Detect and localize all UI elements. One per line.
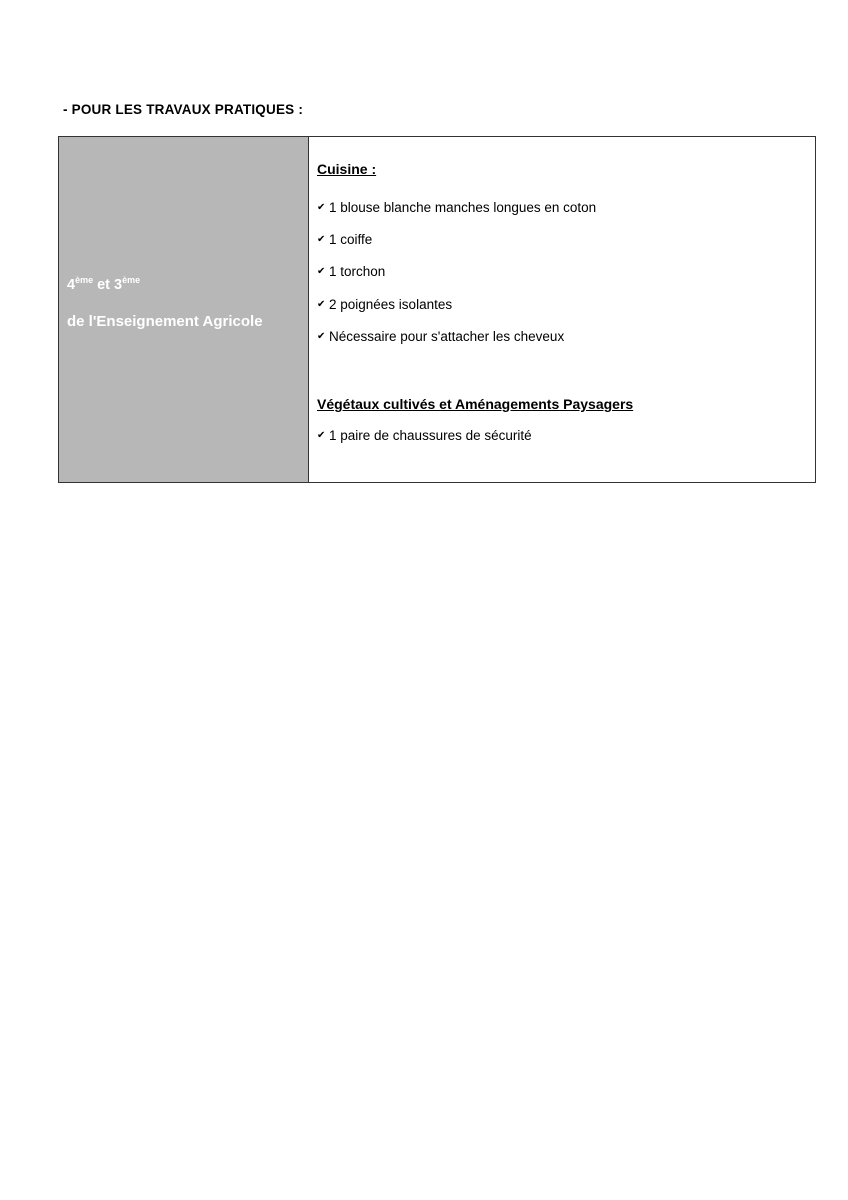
level-num-1: 4 [67, 277, 76, 293]
section-title-cuisine: Cuisine : [317, 161, 377, 177]
checkmark-icon: ✔ [317, 266, 326, 277]
list-item-text: 1 coiffe [329, 232, 373, 247]
level-label [67, 275, 140, 293]
list-item-text: 2 poignées isolantes [329, 297, 453, 312]
checkmark-icon: ✔ [317, 430, 326, 441]
list-item [317, 297, 452, 312]
supplies-table [58, 136, 816, 483]
checkmark-icon: ✔ [317, 331, 326, 342]
level-subtitle: de l'Enseignement Agricole [67, 313, 263, 330]
checkmark-icon: ✔ [317, 234, 326, 245]
list-item [317, 200, 596, 215]
level-sup-2: ème [122, 275, 141, 285]
list-item [317, 329, 564, 344]
checkmark-icon: ✔ [317, 299, 326, 310]
list-item-text: 1 paire de chaussures de sécurité [329, 428, 532, 443]
level-num-2: 3 [114, 277, 123, 293]
level-sup-1: ème [75, 275, 94, 285]
list-item-text: 1 torchon [329, 264, 386, 279]
list-item-text: 1 blouse blanche manches longues en coton [329, 200, 597, 215]
checkmark-icon: ✔ [317, 202, 326, 213]
section-heading: - POUR LES TRAVAUX PRATIQUES : [63, 102, 304, 117]
list-item-text: Nécessaire pour s'attacher les cheveux [329, 329, 565, 344]
list-item [317, 428, 532, 443]
list-item [317, 232, 372, 247]
list-item [317, 264, 385, 279]
level-and: et [93, 277, 115, 293]
supplies-cell [309, 137, 815, 482]
section-title-vegetaux: Végétaux cultivés et Aménagements Paysagers [317, 396, 634, 412]
level-cell [59, 137, 309, 482]
